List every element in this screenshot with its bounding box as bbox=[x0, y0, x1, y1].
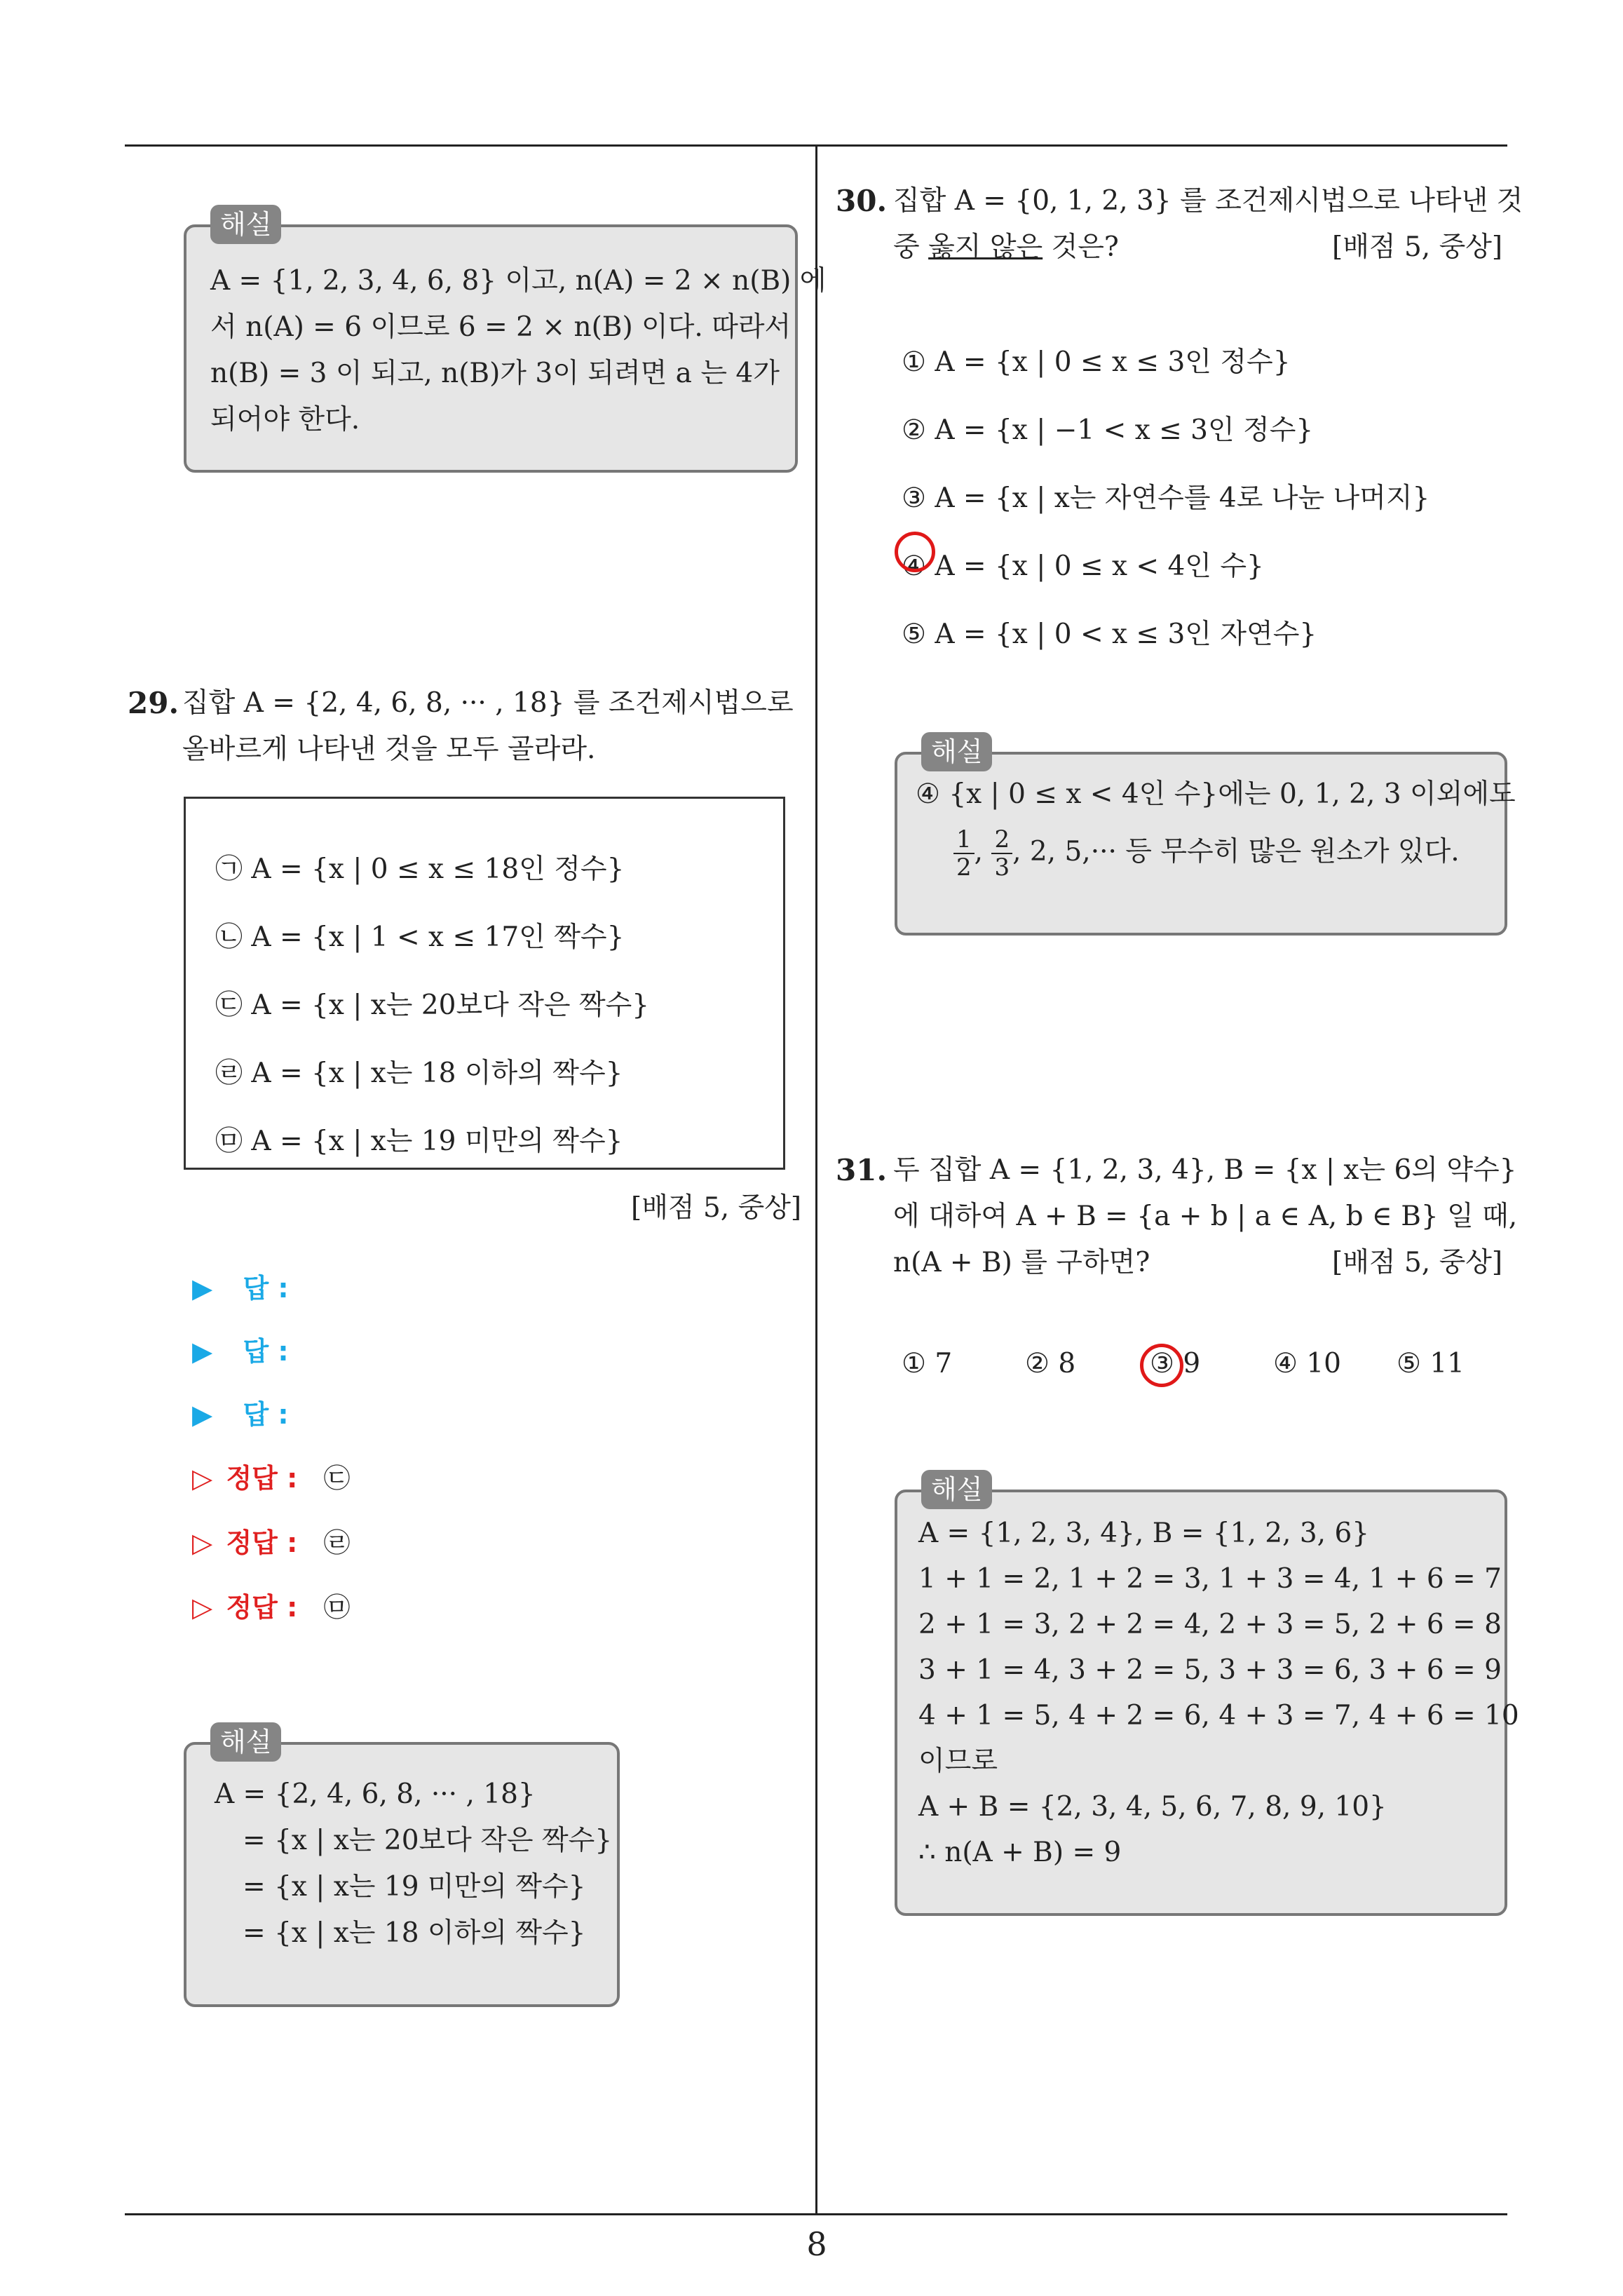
question-line: 중 옳지 않은 것은? bbox=[893, 231, 1119, 263]
solution-line: A = {1, 2, 3, 4}, B = {1, 2, 3, 6} bbox=[918, 1518, 1370, 1549]
correct-label: 정답 : bbox=[226, 1592, 298, 1623]
answer-label: 답 : bbox=[243, 1336, 289, 1367]
option-item[interactable]: ② A = {x | −1 < x ≤ 3인 정수} bbox=[902, 414, 1314, 446]
correct-label: 정답 : bbox=[226, 1463, 298, 1494]
question-line: 올바르게 나타낸 것을 모두 골라라. bbox=[182, 734, 596, 765]
page-number: 8 bbox=[806, 2225, 827, 2263]
outline-play-icon: ▷ bbox=[192, 1592, 213, 1623]
bottom-rule bbox=[125, 2213, 1507, 2215]
option-item[interactable]: ㉤ A = {x | x는 19 미만의 짝수} bbox=[215, 1126, 623, 1157]
correct-label: 정답 : bbox=[226, 1527, 298, 1558]
correct-value: ㉢ bbox=[323, 1463, 351, 1494]
solution-line: A = {2, 4, 6, 8, ··· , 18} bbox=[215, 1778, 536, 1810]
play-icon: ▶ bbox=[192, 1399, 213, 1430]
option-item[interactable]: ③ 9 bbox=[1150, 1348, 1201, 1379]
option-item[interactable]: ⑤ A = {x | 0 < x ≤ 3인 자연수} bbox=[902, 619, 1317, 650]
question-number-30: 30. bbox=[836, 184, 888, 218]
option-item[interactable]: ④ A = {x | 0 ≤ x < 4인 수} bbox=[902, 551, 1264, 582]
option-item[interactable]: ㉢ A = {x | x는 20보다 작은 짝수} bbox=[215, 990, 650, 1021]
solution-line: 3 + 1 = 4, 3 + 2 = 5, 3 + 3 = 6, 3 + 6 = 9 bbox=[918, 1654, 1502, 1686]
options-30 bbox=[902, 328, 1430, 668]
option-item[interactable]: ㉣ A = {x | x는 18 이하의 짝수} bbox=[215, 1058, 623, 1089]
solution-box-30 bbox=[895, 736, 1516, 936]
solution-line: ∴ n(A + B) = 9 bbox=[918, 1837, 1122, 1868]
answer-row bbox=[192, 1393, 289, 1431]
solution-line: 2 + 1 = 3, 2 + 2 = 4, 2 + 3 = 5, 2 + 6 = 8 bbox=[918, 1609, 1502, 1640]
option-item[interactable]: ㉠ A = {x | 0 ≤ x ≤ 18인 정수} bbox=[215, 853, 625, 885]
question-line: n(A + B) 를 구하면? bbox=[893, 1247, 1150, 1278]
fraction: $\frac{2}{3}$ bbox=[991, 826, 1012, 881]
solution-box-28 bbox=[184, 209, 827, 473]
question-line: 에 대하여 A + B = {a + b | a ∈ A, b ∈ B} 일 때, bbox=[893, 1201, 1518, 1232]
score-30: [배점 5, 중상] bbox=[1332, 231, 1503, 263]
option-item[interactable]: ① 7 bbox=[902, 1348, 953, 1379]
selected-answer-circle bbox=[1140, 1344, 1183, 1387]
answer-row bbox=[192, 1330, 289, 1368]
solution-line: 서 n(A) = 6 이므로 6 = 2 × n(B) 이다. 따라서 bbox=[210, 311, 792, 343]
solution-line: A + B = {2, 3, 4, 5, 6, 7, 8, 9, 10} bbox=[918, 1791, 1387, 1823]
correct-value: ㉣ bbox=[323, 1527, 351, 1558]
play-icon: ▶ bbox=[192, 1336, 213, 1367]
underlined-text: 옳지 않은 bbox=[928, 231, 1043, 263]
solution-box-29 bbox=[184, 1727, 620, 2007]
option-item[interactable]: ① A = {x | 0 ≤ x ≤ 3인 정수} bbox=[902, 346, 1291, 378]
solution-box-31 bbox=[895, 1474, 1519, 1916]
question-line: 집합 A = {2, 4, 6, 8, ··· , 18} 를 조건제시법으로 bbox=[182, 687, 794, 719]
correct-answer-row bbox=[192, 1521, 351, 1560]
question-text-29 bbox=[182, 680, 794, 773]
option-item[interactable]: ③ A = {x | x는 자연수를 4로 나눈 나머지} bbox=[902, 482, 1430, 514]
solution-line: = {x | x는 18 이하의 짝수} bbox=[243, 1917, 586, 1949]
question-line: 집합 A = {0, 1, 2, 3} 를 조건제시법으로 나타낸 것 bbox=[893, 185, 1523, 217]
question-number-31: 31. bbox=[836, 1153, 888, 1187]
solution-line: ④ {x | 0 ≤ x < 4인 수}에는 0, 1, 2, 3 이외에도 bbox=[916, 778, 1516, 810]
question-number-29: 29. bbox=[128, 686, 179, 720]
option-item[interactable]: ④ 10 bbox=[1273, 1348, 1341, 1379]
correct-answer-row bbox=[192, 1586, 351, 1624]
answer-label: 답 : bbox=[243, 1399, 289, 1430]
solution-line: A = {1, 2, 3, 4, 6, 8} 이고, n(A) = 2 × n(B) 에 bbox=[210, 265, 827, 297]
solution-line: 되어야 한다. bbox=[210, 404, 360, 435]
solution-line: $\frac{1}{2}$ , $\frac{2}{3}$ , 2, 5,··· 등 무수히 많은 원소가 있다. bbox=[953, 826, 1460, 881]
fraction: $\frac{1}{2}$ bbox=[953, 826, 975, 881]
solution-line: 이므로 bbox=[918, 1745, 998, 1777]
correct-value: ㉤ bbox=[323, 1592, 351, 1623]
option-item[interactable]: ㉡ A = {x | 1 < x ≤ 17인 짝수} bbox=[215, 921, 625, 953]
options-box-29 bbox=[184, 797, 785, 1170]
option-item[interactable]: ② 8 bbox=[1025, 1348, 1076, 1379]
solution-line: = {x | x는 20보다 작은 짝수} bbox=[243, 1825, 613, 1856]
column-divider bbox=[815, 144, 817, 2213]
correct-answer-row bbox=[192, 1457, 351, 1495]
answer-label: 답 : bbox=[243, 1273, 289, 1304]
score-31: [배점 5, 중상] bbox=[1332, 1247, 1503, 1278]
solution-tag: 해설 bbox=[210, 205, 281, 244]
answer-row bbox=[192, 1267, 289, 1305]
selected-answer-circle bbox=[895, 532, 935, 572]
solution-line: 4 + 1 = 5, 4 + 2 = 6, 4 + 3 = 7, 4 + 6 = 10 bbox=[918, 1700, 1519, 1731]
solution-tag: 해설 bbox=[210, 1722, 281, 1762]
solution-line: n(B) = 3 이 되고, n(B)가 3이 되려면 a 는 4가 bbox=[210, 358, 780, 389]
solution-tag: 해설 bbox=[921, 732, 992, 771]
option-item[interactable]: ⑤ 11 bbox=[1397, 1348, 1465, 1379]
solution-line: 1 + 1 = 2, 1 + 2 = 3, 1 + 3 = 4, 1 + 6 = 7 bbox=[918, 1563, 1502, 1595]
question-line: 두 집합 A = {1, 2, 3, 4}, B = {x | x는 6의 약수} bbox=[893, 1154, 1517, 1186]
solution-line: = {x | x는 19 미만의 짝수} bbox=[243, 1871, 586, 1903]
score-29: [배점 5, 중상] bbox=[631, 1192, 802, 1224]
play-icon: ▶ bbox=[192, 1273, 213, 1304]
solution-tag: 해설 bbox=[921, 1470, 992, 1509]
outline-play-icon: ▷ bbox=[192, 1527, 213, 1558]
outline-play-icon: ▷ bbox=[192, 1463, 213, 1494]
